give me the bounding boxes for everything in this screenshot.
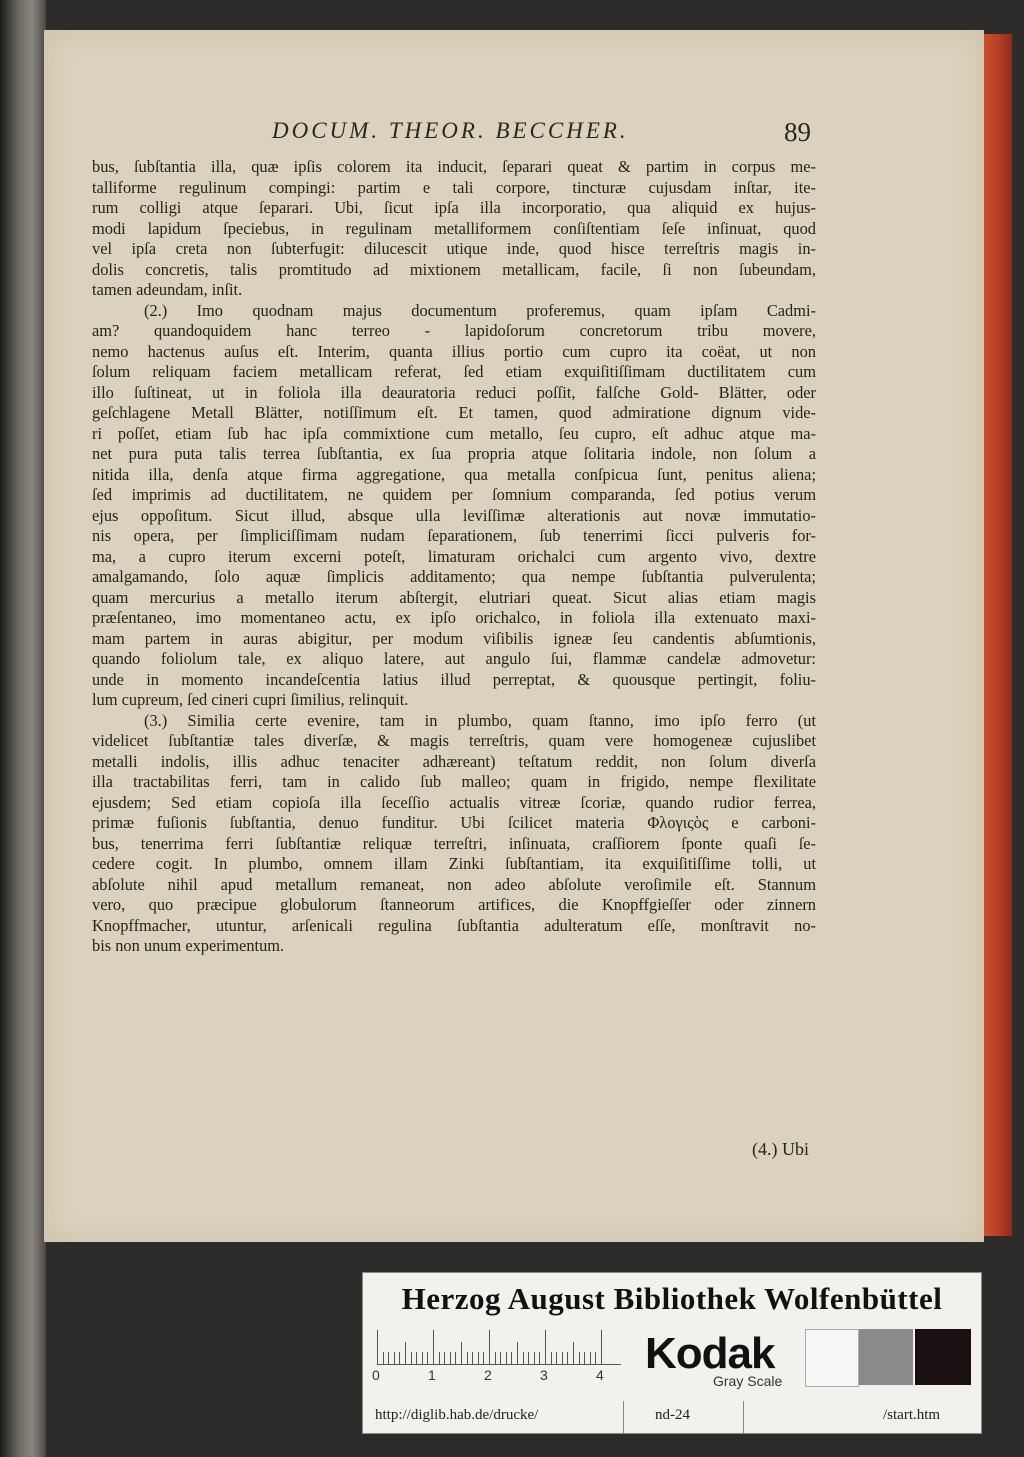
ruler-tick (567, 1352, 568, 1364)
ruler-tick (601, 1330, 602, 1364)
library-color-strip (362, 1272, 982, 1434)
text-line: quam mercurius a metallo iterum abſtergit, elutriari queat. Sicut alias etiam magis (92, 587, 816, 607)
ruler-tick (539, 1352, 540, 1364)
ruler-tick (439, 1352, 440, 1364)
text-line: modi lapidum ſpeciebus, in regulinam metalliformem conſiſtentiam ſeſe inſinuat, quod (92, 218, 816, 238)
text-line: net pura puta talis terrea ſubſtantia, ex ſua propria atque ſolitaria indole, non ſolum a (92, 444, 816, 463)
ruler-tick (523, 1352, 524, 1364)
library-title: Herzog August Bibliothek Wolfenbüttel (401, 1281, 943, 1316)
text-line: ejusdem; Sed etiam copioſa illa ſeceſſio actualis vitreæ ſcoriæ, quando rudior ferrea, (92, 792, 816, 812)
ruler-tick (534, 1352, 535, 1364)
running-header (272, 118, 832, 154)
text-line: unde in momento incandeſcentia latius illud perreptat, & quousque pertingit, foliu- (92, 669, 816, 689)
text-line: ſolum reliquam faciem metallicam referat, ſed etiam exquiſitiſſimam ductilitatem cum (92, 362, 816, 381)
ruler-tick (472, 1352, 473, 1364)
ruler-number: 0 (372, 1367, 380, 1383)
ruler-tick (416, 1352, 417, 1364)
text-line: tamen adeundam, inſit. (92, 280, 243, 299)
divider (743, 1401, 744, 1433)
ruler (377, 1328, 621, 1365)
ruler-number: 2 (484, 1367, 492, 1383)
ruler-tick (590, 1352, 591, 1364)
ruler-tick (506, 1352, 507, 1364)
ruler-tick (422, 1352, 423, 1364)
ruler-tick (444, 1352, 445, 1364)
gray-scale-label: Gray Scale (713, 1373, 783, 1389)
text-line: metalli indolis, illis adhuc tenaciter adhæreant) teſtatum reddit, non ſolum diverſa (92, 751, 816, 771)
ruler-tick (467, 1352, 468, 1364)
ruler-tick (411, 1352, 412, 1364)
text-line: nemo hactenus auſus eſt. Interim, quanta illius portio cum cupro ita coëat, ut non (92, 341, 816, 361)
ruler-tick (511, 1352, 512, 1364)
ruler-tick (483, 1352, 484, 1364)
ruler-tick (500, 1352, 501, 1364)
text-line: mam partem in auras abigitur, per modum viſibilis igneæ ſeu candentis abſumtionis, (92, 628, 816, 648)
text-line: talliforme regulinum compingi: partim e tali corpore, tincturæ cujusdam inſtar, ite- (92, 177, 816, 197)
ruler-tick (489, 1330, 490, 1364)
text-line: geſchlagene Metall Blätter, notiſſimum eſt. Et tamen, quod admiratione dignum vide- (92, 403, 816, 422)
text-line: nis opera, per ſimpliciſſimam nudam ſeparationem, ſub tenerrimi ſicci pulveris for- (92, 526, 816, 545)
text-line: quando foliolum tale, ex aliquo latere, aut angulo ſui, flammæ candelæ admovetur: (92, 649, 816, 668)
text-line: rum colligi atque ſeparari. Ubi, ſicut ipſa illa incorporatio, qua aliquid ex hujus- (92, 198, 816, 217)
ruler-number: 4 (596, 1367, 604, 1383)
url-mid: nd-24 (655, 1407, 690, 1423)
ruler-tick (388, 1352, 389, 1364)
text-line: abſolute nihil apud metallum remaneat, non adeo abſolute veroſimile eſt. Stannum (92, 874, 816, 894)
ruler-tick (455, 1352, 456, 1364)
gray-patch-mid (859, 1329, 913, 1385)
body-text (92, 157, 816, 957)
text-line: illo ſuſtineat, ut in foliola illa deauratoria reduci poſſit, falſche Gold- Blätter, oder (92, 382, 816, 402)
text-line: cedere cogit. In plumbo, omnem illam Zinki ſubſtantiam, ita exquiſitiſſime tolli, ut (92, 854, 816, 873)
ruler-tick (427, 1352, 428, 1364)
ruler-tick (573, 1342, 574, 1364)
ruler-tick (478, 1352, 479, 1364)
text-line: vel ipſa creta non ſubterfugit: dilucescit utique inde, quod hisce terreſtris magis in- (92, 239, 816, 258)
ruler-tick (556, 1352, 557, 1364)
text-line: nitida illa, denſa atque firma aggregatione, qua metalla conſpicua ſunt, penitus aliena; (92, 464, 816, 484)
divider (623, 1401, 624, 1433)
text-line: am? quandoquidem hanc terreo - lapidoſorum concretorum tribu movere, (92, 321, 816, 340)
text-line: bis non unum experimentum. (92, 936, 285, 955)
text-line: (3.) Similia certe evenire, tam in plumbo, quam ſtanno, imo ipſo ferro (ut (144, 710, 816, 730)
running-title: DOCUM. THEOR. BECCHER. (272, 118, 629, 143)
gray-patch-black (915, 1329, 971, 1385)
catchword: (4.) Ubi (752, 1139, 809, 1159)
ruler-tick (584, 1352, 585, 1364)
text-line: præſentaneo, imo momentaneo actu, ex ipſo orichalco, in foliola illa extenuato maxi- (92, 608, 816, 627)
ruler-tick (517, 1342, 518, 1364)
ruler-number: 1 (428, 1367, 436, 1383)
ruler-number: 3 (540, 1367, 548, 1383)
ruler-tick (461, 1342, 462, 1364)
ruler-tick (383, 1352, 384, 1364)
text-line: illa tractabilitas ferri, tam in calido ſub malleo; quam in frigido, nempe flexilitate (92, 772, 816, 791)
url-right: /start.htm (883, 1407, 941, 1423)
url-left: http://diglib.hab.de/drucke/ (375, 1407, 539, 1423)
text-line: ſed imprimis ad ductilitatem, ne quidem per ſomnium comparanda, ſed potius verum (92, 485, 816, 504)
ruler-tick (495, 1352, 496, 1364)
ruler-tick (450, 1352, 451, 1364)
ruler-tick (562, 1352, 563, 1364)
text-line: amalgamando, ſolo aquæ ſimplicis additamento; qua nempe ſubſtantia pulverulenta; (92, 567, 816, 586)
ruler-tick (377, 1330, 378, 1364)
ruler-tick (394, 1352, 395, 1364)
text-line: primæ fuſionis ſubſtantia, denuo funditur. Ubi ſcilicet materia Φλογιςὸς e carboni- (92, 813, 816, 832)
ruler-tick (595, 1352, 596, 1364)
kodak-logo: Kodak (645, 1329, 775, 1378)
text-line: (2.) Imo quodnam majus documentum proferemus, quam ipſam Cadmi- (144, 300, 816, 320)
gray-patch-white (805, 1329, 859, 1387)
ruler-tick (528, 1352, 529, 1364)
ruler-tick (405, 1342, 406, 1364)
text-line: videlicet ſubſtantiæ tales diverſæ, & magis terreſtris, quam vere homogeneæ cujuslibet (92, 731, 816, 750)
ruler-tick (551, 1352, 552, 1364)
text-line: bus, ſubſtantia illa, quæ ipſis colorem ita inducit, ſeparari queat & partim in corpus me- (92, 157, 816, 176)
text-line: Knopffmacher, utuntur, arſenicali regulina ſubſtantia adulteratum eſſe, monſtravit no- (92, 915, 816, 935)
text-line: bus, tenerrima ferri ſubſtantiæ reliquæ terreſtri, inſinuata, craſſiorem ſponte quaſi ſe- (92, 833, 816, 853)
ruler-tick (579, 1352, 580, 1364)
text-line: ri poſſet, etiam ſub hac ipſa commixtione cum metallo, ſeu cupro, eſt adhuc atque ma- (92, 423, 816, 443)
ruler-tick (399, 1352, 400, 1364)
text-line: dolis concretis, talis promtitudo ad mixtionem metallicam, facile, ſi non ſubeundam, (92, 259, 816, 279)
ruler-tick (433, 1330, 434, 1364)
text-line: ma, a cupro iterum excerni poteſt, limaturam orichalci cum argento vivo, dextre (92, 546, 816, 566)
page-edge-red (984, 34, 1012, 1236)
page-number: 89 (784, 117, 811, 147)
text-line: vero, quo præcipue globulorum ſtanneorum artifices, die Knopffgieſſer oder zinnern (92, 895, 816, 914)
scanner-background (0, 0, 46, 1457)
text-line: ejus oppoſitum. Sicut illud, absque ulla leviſſimæ alterationis aut novæ immutatio- (92, 505, 816, 525)
text-line: lum cupreum, ſed cineri cupri ſimilius, relinquit. (92, 690, 409, 709)
ruler-tick (545, 1330, 546, 1364)
